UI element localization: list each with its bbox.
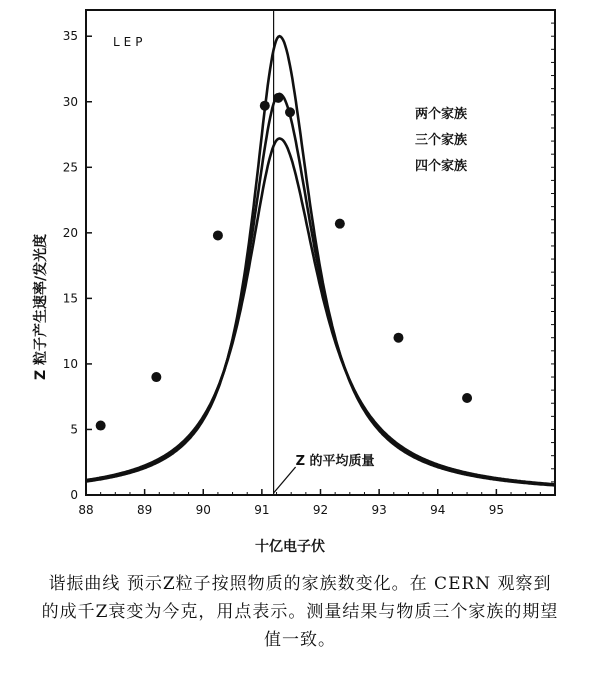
reference-pointer [274,467,296,493]
curve-series-1 [86,36,555,485]
x-tick-label: 93 [371,503,387,517]
y-tick-label: 25 [62,160,78,175]
reference-line-label: Z 的平均质量 [295,454,375,469]
lep-label: LEP [113,35,147,49]
x-tick-label: 95 [488,503,505,517]
y-tick-label: 5 [70,422,78,437]
z-mean-mass-line [274,10,375,495]
curves [86,36,555,485]
x-tick-label: 88 [78,503,94,517]
x-tick-label: 92 [312,503,329,517]
data-point [151,372,161,382]
data-point [260,101,270,111]
x-axis [78,489,540,517]
y-axis [63,23,555,502]
legend-entry: 两个家族 [415,107,468,122]
data-point [393,333,403,343]
x-tick-label: 91 [254,503,270,517]
y-tick-label: 30 [62,94,78,109]
data-point [285,107,295,117]
plot-frame [86,10,555,495]
curve-series-3 [86,139,555,485]
data-point [96,421,106,431]
legend [415,106,467,174]
y-tick-label: 0 [70,488,78,502]
data-point [462,393,472,403]
x-tick-label: 94 [430,503,446,517]
x-tick-label: 90 [195,503,211,517]
y-tick-label: 10 [62,356,78,371]
y-axis-title: Z 粒子产生速率/发光度 [33,233,49,380]
plot-border [86,10,555,495]
figure-caption: 谐振曲线 预示Z粒子按照物质的家族数变化。在 CERN 观察到的成千Z衰变为今克，用点表示。测量结果与物质三个家族的期望值一致。 [41,574,559,650]
data-point [273,93,283,103]
x-tick-label: 89 [136,503,153,517]
y-tick-label: 35 [62,29,78,44]
legend-entry: 三个家族 [415,133,468,148]
y-tick-label: 15 [62,291,78,306]
data-point [335,219,345,229]
y-tick-label: 20 [62,225,78,240]
x-axis-title: 十亿电子伏 [255,539,325,555]
legend-entry: 四个家族 [415,159,468,174]
data-point [213,230,223,240]
